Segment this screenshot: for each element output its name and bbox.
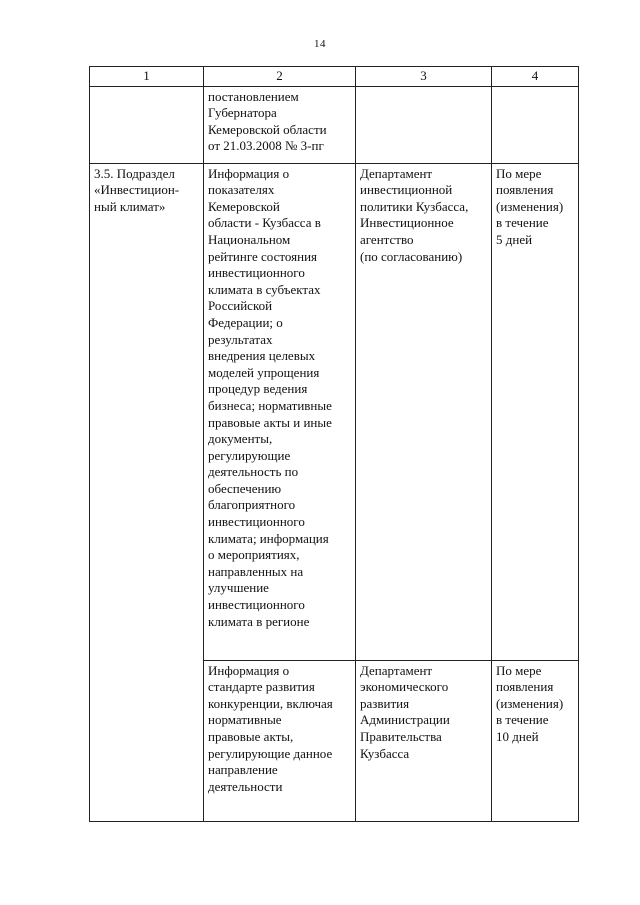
table-row bbox=[90, 86, 579, 163]
deadline-cell: По мере появления (изменения) в течение 5 дней bbox=[492, 163, 579, 660]
column-number-4: 4 bbox=[492, 67, 579, 87]
column-number-1: 1 bbox=[90, 67, 204, 87]
responsible-cell: Департамент экономического развития Администрации Правительства Кузбасса bbox=[356, 660, 492, 821]
deadline-cell bbox=[492, 86, 579, 163]
column-number-3: 3 bbox=[356, 67, 492, 87]
table-row bbox=[90, 163, 579, 660]
deadline-cell: По мере появления (изменения) в течение 10 дней bbox=[492, 660, 579, 821]
page-number: 14 bbox=[314, 38, 326, 50]
section-cell: 3.5. Подраздел «Инвестицион- ный климат» bbox=[90, 163, 204, 821]
info-cell: Информация о стандарте развития конкуренции, включая нормативные правовые акты, регулирующие данное направление деятельности bbox=[204, 660, 356, 821]
column-number-2: 2 bbox=[204, 67, 356, 87]
measures-table bbox=[89, 66, 579, 822]
section-cell bbox=[90, 86, 204, 163]
responsible-cell bbox=[356, 86, 492, 163]
responsible-cell: Департамент инвестиционной политики Кузбасса, Инвестиционное агентство (по согласованию) bbox=[356, 163, 492, 660]
info-cell: постановлением Губернатора Кемеровской области от 21.03.2008 № 3-пг bbox=[204, 86, 356, 163]
info-cell: Информация о показателях Кемеровской области - Кузбасса в Национальном рейтинге состояния инвестиционного климата в субъектах Российской Федерации; о результатах внедрения целевых моделей упрощения процедур ведения бизнеса; нормативные правовые акты и иные документы, регулирующие деятельность по обеспечению благоприятного инвестиционного климата; информация о мероприятиях, направленных на улучшение инвестиционного климата в регионе bbox=[204, 163, 356, 660]
table-header-row bbox=[90, 67, 579, 87]
